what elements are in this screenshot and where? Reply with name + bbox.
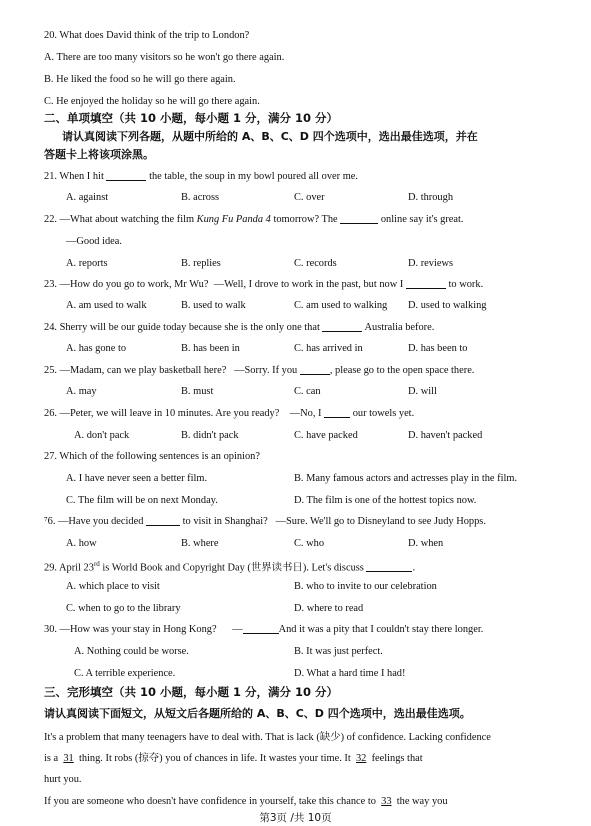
q30-option-d: D. What a hard time I had! — [294, 668, 406, 679]
answer-blank — [300, 364, 330, 375]
passage-line-3: hurt you. — [44, 774, 82, 785]
section2-instruction-line2: 答题卡上将该项涂黑。 — [44, 148, 154, 161]
answer-blank — [243, 623, 279, 634]
answer-blank — [106, 170, 146, 181]
q24-option-a: A. has gone to — [66, 343, 127, 354]
q23-option-b: B. used to walk — [181, 300, 246, 311]
q30-option-b: B. It was just perfect. — [294, 646, 383, 657]
q20-option-a: A. There are too many visitors so he won't go there again. — [44, 52, 285, 63]
q21-option-b: B. across — [181, 192, 220, 203]
q23-option-c: C. am used to walking — [294, 300, 388, 311]
q22-option-a: A. reports — [66, 258, 108, 269]
q21-stem: 21. When I hit the table, the soup in my bowl poured all over me. — [44, 171, 358, 182]
passage-line-4: If you are someone who doesn't have confidence in yourself, take this chance to 33 the way you — [44, 796, 448, 807]
section3-instruction: 请认真阅读下面短文，从短文后各题所给的 A、B、C、D 四个选项中，选出最佳选项。 — [44, 707, 471, 720]
q29-option-b: B. who to invite to our celebration — [294, 581, 437, 592]
q30-option-a: A. Nothing could be worse. — [74, 646, 189, 657]
q20-option-b: B. He liked the food so he will go there again. — [44, 74, 236, 85]
q26-option-a: A. don't pack — [74, 430, 130, 441]
q22-option-b: B. replies — [181, 258, 221, 269]
q26-stem: 26. —Peter, we will leave in 10 minutes. Are you ready? —No, I our towels yet. — [44, 408, 415, 419]
q26-option-b: B. didn't pack — [181, 430, 239, 441]
blank-33: 33 — [381, 796, 392, 807]
q27-option-c: C. The film will be on next Monday. — [66, 495, 218, 506]
q29-option-a: A. which place to visit — [66, 581, 160, 592]
q20-option-c: C. He enjoyed the holiday so he will go there again. — [44, 96, 260, 107]
q23-option-d: D. used to walking — [408, 300, 487, 311]
answer-blank — [340, 213, 378, 224]
q29-stem: 29. April 23rd is World Book and Copyright Day (世界读书日). Let's discuss . — [44, 560, 416, 574]
q26-option-c: C. have packed — [294, 430, 358, 441]
q22-option-c: C. records — [294, 258, 337, 269]
q29-option-d: D. where to read — [294, 603, 364, 614]
q21-option-a: A. against — [66, 192, 109, 203]
q28-option-c: C. who — [294, 538, 325, 549]
section3-title: 三、完形填空（共 10 小题，每小题 1 分，满分 10 分） — [44, 685, 339, 699]
page-footer: 第3页 /共 10页 — [259, 812, 332, 824]
q21-option-c: C. over — [294, 192, 325, 203]
q24-option-b: B. has been in — [181, 343, 240, 354]
q27-option-d: D. The film is one of the hottest topics now. — [294, 495, 477, 506]
q28-option-b: B. where — [181, 538, 219, 549]
q27-option-a: A. I have never seen a better film. — [66, 473, 208, 484]
q23-option-a: A. am used to walk — [66, 300, 147, 311]
film-title: Kung Fu Panda 4 — [196, 214, 271, 225]
passage-line-1: It's a problem that many teenagers have to deal with. That is lack (缺少) of confidence. Lacking confidence — [44, 732, 491, 743]
q30-stem: 30. —How was your stay in Hong Kong? — And it was a pity that I couldn't stay there longer. — [44, 624, 484, 635]
q28-option-a: A. how — [66, 538, 97, 549]
q30-option-c: C. A terrible experience. — [74, 668, 176, 679]
answer-blank — [322, 321, 362, 332]
q27-stem: 27. Which of the following sentences is an opinion? — [44, 451, 260, 462]
q25-stem: 25. —Madam, can we play basketball here? —Sorry. If you , please go to the open space there. — [44, 365, 475, 376]
blank-31: 31 — [63, 753, 74, 764]
q20-stem: 20. What does David think of the trip to London? — [44, 30, 250, 41]
q29-option-c: C. when to go to the library — [66, 603, 181, 614]
answer-blank — [406, 278, 446, 289]
answer-blank — [324, 407, 350, 418]
q25-option-b: B. must — [181, 386, 214, 397]
passage-line-2: is a 31 thing. It robs (掠夺) you of chances in life. It wastes your time. It 32 feelings that — [44, 753, 423, 764]
q28-stem: ⁷6. —Have you decided to visit in Shanghai? —Sure. We'll go to Disneyland to see Judy Hopps. — [44, 516, 486, 527]
q22-stem: 22. —What about watching the film Kung Fu Panda 4 tomorrow? The online say it's great. — [44, 214, 464, 225]
answer-blank — [146, 515, 180, 526]
q24-option-c: C. has arrived in — [294, 343, 363, 354]
section2-title: 二、单项填空（共 10 小题，每小题 1 分，满分 10 分） — [44, 111, 339, 125]
q26-option-d: D. haven't packed — [408, 430, 483, 441]
q25-option-c: C. can — [294, 386, 321, 397]
q23-stem: 23. —How do you go to work, Mr Wu? —Well, I drove to work in the past, but now I to work. — [44, 279, 484, 290]
q25-option-a: A. may — [66, 386, 97, 397]
q22-reply: —Good idea. — [66, 236, 122, 247]
q21-option-d: D. through — [408, 192, 454, 203]
q25-option-d: D. will — [408, 386, 437, 397]
q22-option-d: D. reviews — [408, 258, 454, 269]
q28-option-d: D. when — [408, 538, 444, 549]
blank-32: 32 — [355, 753, 367, 764]
section2-instruction-line1: 请认真阅读下列各题，从题中所给的 A、B、C、D 四个选项中，选出最佳选项，并在 — [62, 130, 478, 143]
q24-stem: 24. Sherry will be our guide today because she is the only one that Australia before. — [44, 322, 435, 333]
answer-blank — [366, 561, 412, 572]
q27-option-b: B. Many famous actors and actresses play in the film. — [294, 473, 518, 484]
q24-option-d: D. has been to — [408, 343, 468, 354]
